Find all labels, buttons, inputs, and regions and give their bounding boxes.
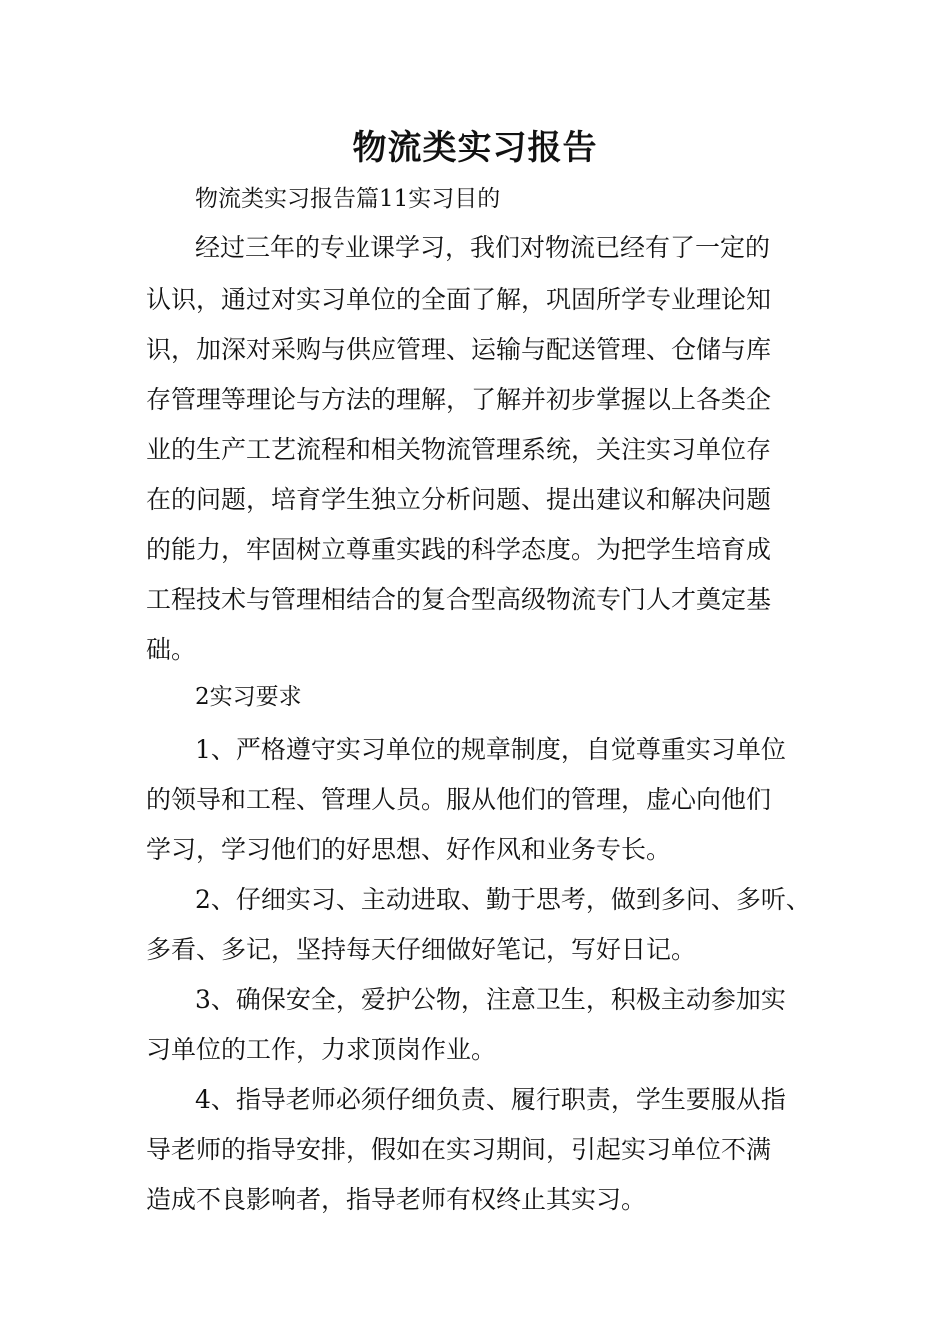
section-heading-requirements: 2实习要求 — [195, 684, 302, 710]
requirement-line: 学习，学习他们的好思想、好作风和业务专长。 — [146, 835, 672, 864]
paragraph-line: 存管理等理论与方法的理解，了解并初步掌握以上各类企 — [146, 385, 772, 414]
requirement-line: 导老师的指导安排，假如在实习期间，引起实习单位不满 — [146, 1135, 772, 1164]
paragraph-line: 的能力，牢固树立尊重实践的科学态度。为把学生培育成 — [146, 535, 772, 564]
requirement-line: 习单位的工作，力求顶岗作业。 — [146, 1035, 497, 1064]
section-heading-objective: 物流类实习报告篇11实习目的 — [195, 186, 501, 212]
requirement-line: 的领导和工程、管理人员。服从他们的管理，虚心向他们 — [146, 785, 772, 814]
paragraph-line: 认识，通过对实习单位的全面了解，巩固所学专业理论知 — [146, 285, 772, 314]
paragraph-line: 在的问题，培育学生独立分析问题、提出建议和解决问题 — [146, 485, 772, 514]
requirement-line: 2、仔细实习、主动进取、勤于思考，做到多问、多听、 — [195, 885, 811, 914]
requirement-line: 4、指导老师必须仔细负责、履行职责，学生要服从指 — [195, 1085, 786, 1114]
requirement-line: 1、严格遵守实习单位的规章制度，自觉尊重实习单位 — [195, 735, 786, 764]
requirement-line: 多看、多记，坚持每天仔细做好笔记，写好日记。 — [146, 935, 697, 964]
paragraph-line: 工程技术与管理相结合的复合型高级物流专门人才奠定基 — [146, 585, 772, 614]
paragraph-line: 经过三年的专业课学习，我们对物流已经有了一定的 — [195, 233, 771, 262]
paragraph-line: 业的生产工艺流程和相关物流管理系统，关注实习单位存 — [146, 435, 772, 464]
paragraph-line: 识，加深对采购与供应管理、运输与配送管理、仓储与库 — [146, 335, 772, 364]
paragraph-line: 础。 — [146, 635, 197, 664]
requirement-line: 造成不良影响者，指导老师有权终止其实习。 — [146, 1185, 647, 1214]
page-title: 物流类实习报告 — [352, 128, 598, 168]
requirement-line: 3、确保安全，爱护公物，注意卫生，积极主动参加实 — [195, 985, 786, 1014]
